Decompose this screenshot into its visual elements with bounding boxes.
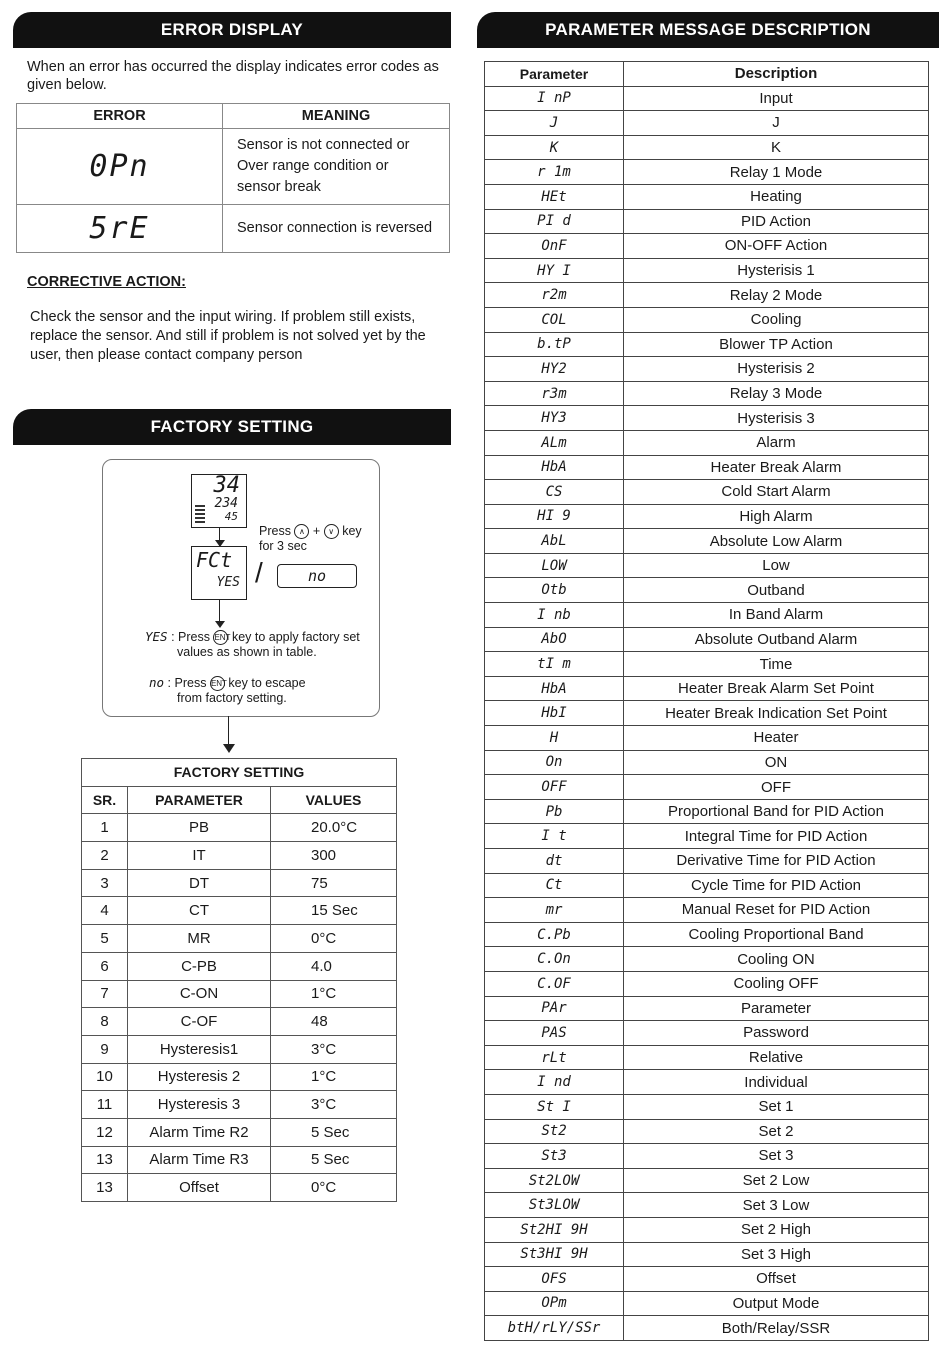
- parameter-code: OFS: [485, 1267, 624, 1292]
- table-row: [485, 898, 929, 923]
- parameter-description: Hysterisis 3: [624, 406, 929, 431]
- value-cell: 20.0°C: [271, 814, 397, 842]
- arrow-down-icon: [223, 744, 235, 753]
- fct-display: [191, 546, 247, 600]
- table-row: [485, 1070, 929, 1095]
- parameter-description: Alarm: [624, 430, 929, 455]
- parameter-code: AbO: [485, 627, 624, 652]
- table-row: [485, 307, 929, 332]
- table-row: [82, 925, 397, 953]
- parameter-description: Manual Reset for PID Action: [624, 898, 929, 923]
- table-row: [485, 1021, 929, 1046]
- parameter-code: OFF: [485, 775, 624, 800]
- parameter-code: AbL: [485, 529, 624, 554]
- parameter-code: HbA: [485, 455, 624, 480]
- parameter-col-header: Parameter: [485, 62, 624, 87]
- parameter-description: Heater Break Alarm Set Point: [624, 676, 929, 701]
- parameter-code: r2m: [485, 283, 624, 308]
- parameter-code: C.Pb: [485, 922, 624, 947]
- parameter-cell: Hysteresis 2: [128, 1063, 271, 1091]
- parameter-description: Password: [624, 1021, 929, 1046]
- table-row: [485, 529, 929, 554]
- meaning-line: sensor break: [237, 179, 321, 195]
- table-row: [485, 578, 929, 603]
- parameter-cell: DT: [128, 869, 271, 897]
- table-row: [82, 869, 397, 897]
- table-row: [82, 980, 397, 1008]
- parameter-description: Individual: [624, 1070, 929, 1095]
- factory-setting-table: [81, 758, 397, 1202]
- parameter-code: HbA: [485, 676, 624, 701]
- table-row: [485, 701, 929, 726]
- arrow-down-icon: [215, 621, 225, 628]
- meaning-line: Sensor connection is reversed: [237, 220, 433, 236]
- parameter-description: Cooling ON: [624, 947, 929, 972]
- value-cell: 1°C: [271, 1063, 397, 1091]
- ent-key-icon: ENT: [210, 676, 225, 691]
- parameter-code: K: [485, 135, 624, 160]
- parameter-code: On: [485, 750, 624, 775]
- parameter-description: Outband: [624, 578, 929, 603]
- parameter-code: Otb: [485, 578, 624, 603]
- corrective-action-title: CORRECTIVE ACTION:: [27, 274, 186, 290]
- plus-label: +: [312, 524, 321, 538]
- parameter-description: Hysterisis 2: [624, 357, 929, 382]
- table-row: [485, 849, 929, 874]
- down-key-icon: ∨: [324, 524, 339, 539]
- table-row: [82, 1118, 397, 1146]
- parameter-description: Relative: [624, 1045, 929, 1070]
- parameter-description: Low: [624, 553, 929, 578]
- factory-reset-diagram: [102, 459, 380, 717]
- parameter-code: St2HI 9H: [485, 1217, 624, 1242]
- table-row: [485, 1242, 929, 1267]
- table-row: [485, 332, 929, 357]
- parameter-code: PAS: [485, 1021, 624, 1046]
- slash-separator: /: [255, 557, 263, 588]
- parameter-description: Heater Break Indication Set Point: [624, 701, 929, 726]
- yes-code: YES: [145, 629, 168, 644]
- parameter-code: St I: [485, 1094, 624, 1119]
- table-row: [485, 676, 929, 701]
- parameter-description: Absolute Low Alarm: [624, 529, 929, 554]
- parameter-description: Integral Time for PID Action: [624, 824, 929, 849]
- table-row: [82, 1146, 397, 1174]
- meaning-line: Sensor is not connected or: [237, 137, 410, 153]
- parameter-code: C.OF: [485, 971, 624, 996]
- table-row: [485, 234, 929, 259]
- parameter-code: btH/rLY/SSr: [485, 1316, 624, 1341]
- parameter-code: I nb: [485, 603, 624, 628]
- parameter-description: In Band Alarm: [624, 603, 929, 628]
- parameter-description: Proportional Band for PID Action: [624, 799, 929, 824]
- sr-cell: 13: [82, 1146, 128, 1174]
- parameter-description: Cold Start Alarm: [624, 480, 929, 505]
- parameter-code: I nP: [485, 86, 624, 111]
- parameter-code: PAr: [485, 996, 624, 1021]
- parameter-description: Set 3: [624, 1144, 929, 1169]
- parameter-description: Parameter: [624, 996, 929, 1021]
- sr-cell: 10: [82, 1063, 128, 1091]
- sr-cell: 8: [82, 1008, 128, 1036]
- small-readout: 45: [224, 510, 238, 523]
- parameter-code: HY3: [485, 406, 624, 431]
- table-row: [17, 129, 450, 205]
- parameter-code: St3HI 9H: [485, 1242, 624, 1267]
- parameter-code: CS: [485, 480, 624, 505]
- parameter-description: OFF: [624, 775, 929, 800]
- parameter-code: b.tP: [485, 332, 624, 357]
- table-row: [485, 406, 929, 431]
- table-row: [82, 1008, 397, 1036]
- parameter-code: St3: [485, 1144, 624, 1169]
- parameter-code: J: [485, 111, 624, 136]
- sr-cell: 9: [82, 1035, 128, 1063]
- parameter-description: Heater: [624, 726, 929, 751]
- table-row: [485, 971, 929, 996]
- corrective-action-text: Check the sensor and the input wiring. If problem still exists, replace the sensor. And still if problem is not solved yet by the user, then please contact company person: [30, 309, 426, 363]
- parameter-description: Cooling OFF: [624, 971, 929, 996]
- table-row: [485, 873, 929, 898]
- table-row: [485, 750, 929, 775]
- value-cell: 5 Sec: [271, 1146, 397, 1174]
- parameter-code: I t: [485, 824, 624, 849]
- table-row: [485, 922, 929, 947]
- error-meaning: [223, 129, 450, 205]
- parameter-cell: C-ON: [128, 980, 271, 1008]
- parameter-description: Set 3 High: [624, 1242, 929, 1267]
- sr-cell: 5: [82, 925, 128, 953]
- table-row: [82, 1035, 397, 1063]
- parameter-col-header: PARAMETER: [128, 786, 271, 814]
- error-intro-text: When an error has occurred the display indicates error codes as given below.: [27, 59, 439, 93]
- yes-readout: YES: [216, 575, 240, 590]
- parameter-cell: C-OF: [128, 1008, 271, 1036]
- parameter-code: HEt: [485, 184, 624, 209]
- value-cell: 4.0: [271, 952, 397, 980]
- parameter-code: OPm: [485, 1291, 624, 1316]
- value-cell: 1°C: [271, 980, 397, 1008]
- parameter-description: Blower TP Action: [624, 332, 929, 357]
- parameter-description: Hysterisis 1: [624, 258, 929, 283]
- parameter-code: Ct: [485, 873, 624, 898]
- yes-text: key to apply factory set: [231, 630, 360, 644]
- table-row: [485, 603, 929, 628]
- no-text: from factory setting.: [177, 691, 287, 706]
- table-row: [485, 381, 929, 406]
- table-row: [485, 996, 929, 1021]
- pv-readout: 34: [213, 473, 240, 498]
- parameter-code: tI m: [485, 652, 624, 677]
- sr-cell: 4: [82, 897, 128, 925]
- table-row: [485, 775, 929, 800]
- table-row: [485, 504, 929, 529]
- sr-cell: 3: [82, 869, 128, 897]
- table-row: [485, 480, 929, 505]
- parameter-description: Both/Relay/SSR: [624, 1316, 929, 1341]
- parameter-description: Time: [624, 652, 929, 677]
- parameter-code: rLt: [485, 1045, 624, 1070]
- no-text: : Press: [167, 676, 207, 690]
- parameter-description: Relay 2 Mode: [624, 283, 929, 308]
- press-label: Press: [259, 524, 291, 538]
- parameter-description: Set 2 Low: [624, 1168, 929, 1193]
- sr-cell: 1: [82, 814, 128, 842]
- parameter-cell: IT: [128, 842, 271, 870]
- table-row: [485, 1316, 929, 1341]
- table-row: [485, 160, 929, 185]
- table-row: [485, 111, 929, 136]
- table-row: [485, 1094, 929, 1119]
- table-row: [17, 205, 450, 253]
- error-display-banner: ERROR DISPLAY: [13, 12, 451, 48]
- value-cell: 0°C: [271, 925, 397, 953]
- sr-col-header: SR.: [82, 786, 128, 814]
- table-row: [485, 455, 929, 480]
- parameter-code: St2: [485, 1119, 624, 1144]
- table-row: [82, 1091, 397, 1119]
- table-row: [485, 86, 929, 111]
- sr-cell: 7: [82, 980, 128, 1008]
- parameter-code: H: [485, 726, 624, 751]
- value-cell: 3°C: [271, 1035, 397, 1063]
- parameter-description: Relay 1 Mode: [624, 160, 929, 185]
- sr-cell: 6: [82, 952, 128, 980]
- parameter-description: Offset: [624, 1267, 929, 1292]
- parameter-cell: Hysteresis1: [128, 1035, 271, 1063]
- table-row: [485, 1291, 929, 1316]
- table-row: [485, 258, 929, 283]
- parameter-description: Set 2: [624, 1119, 929, 1144]
- table-row: [485, 1193, 929, 1218]
- table-row: [485, 209, 929, 234]
- parameter-code: OnF: [485, 234, 624, 259]
- parameter-description: Relay 3 Mode: [624, 381, 929, 406]
- parameter-code: COL: [485, 307, 624, 332]
- sv-readout: 234: [214, 496, 238, 511]
- table-row: [82, 842, 397, 870]
- table-row: [485, 357, 929, 382]
- fct-readout: FCt: [196, 548, 233, 572]
- parameter-code: C.On: [485, 947, 624, 972]
- table-row: [82, 814, 397, 842]
- parameter-code: mr: [485, 898, 624, 923]
- table-row: [485, 1217, 929, 1242]
- table-row: [485, 1168, 929, 1193]
- sr-cell: 11: [82, 1091, 128, 1119]
- parameter-cell: CT: [128, 897, 271, 925]
- sr-cell: 2: [82, 842, 128, 870]
- parameter-code: ALm: [485, 430, 624, 455]
- yes-text: values as shown in table.: [177, 645, 317, 660]
- parameter-code: r 1m: [485, 160, 624, 185]
- parameter-table: [484, 61, 929, 1341]
- value-cell: 15 Sec: [271, 897, 397, 925]
- table-row: [82, 897, 397, 925]
- table-row: [485, 1119, 929, 1144]
- table-row: [485, 824, 929, 849]
- up-key-icon: ∧: [294, 524, 309, 539]
- table-row: [485, 1144, 929, 1169]
- parameter-description: PID Action: [624, 209, 929, 234]
- table-row: [485, 1267, 929, 1292]
- parameter-code: Pb: [485, 799, 624, 824]
- parameter-code: I nd: [485, 1070, 624, 1095]
- parameter-description: Heater Break Alarm: [624, 455, 929, 480]
- sr-cell: 12: [82, 1118, 128, 1146]
- parameter-cell: Alarm Time R2: [128, 1118, 271, 1146]
- parameter-cell: PB: [128, 814, 271, 842]
- table-row: [485, 283, 929, 308]
- parameter-description: Input: [624, 86, 929, 111]
- parameter-code: St2LOW: [485, 1168, 624, 1193]
- value-cell: 3°C: [271, 1091, 397, 1119]
- meaning-line: Over range condition or: [237, 158, 389, 174]
- value-cell: 75: [271, 869, 397, 897]
- table-row: [485, 430, 929, 455]
- table-row: [485, 947, 929, 972]
- ent-key-icon: ENT: [213, 630, 228, 645]
- parameter-cell: MR: [128, 925, 271, 953]
- parameter-description: Heating: [624, 184, 929, 209]
- error-col-header: ERROR: [17, 104, 223, 129]
- parameter-code: St3LOW: [485, 1193, 624, 1218]
- key-label: key: [342, 524, 362, 538]
- parameter-description: Cooling Proportional Band: [624, 922, 929, 947]
- parameter-description: Output Mode: [624, 1291, 929, 1316]
- yes-explanation: [145, 629, 377, 660]
- table-row: [82, 1063, 397, 1091]
- table-row: [485, 627, 929, 652]
- value-cell: 48: [271, 1008, 397, 1036]
- table-row: [82, 1174, 397, 1202]
- parameter-cell: Alarm Time R3: [128, 1146, 271, 1174]
- no-text: key to escape: [228, 676, 306, 690]
- sr-cell: 13: [82, 1174, 128, 1202]
- parameter-description: J: [624, 111, 929, 136]
- table-row: [485, 184, 929, 209]
- parameter-cell: Offset: [128, 1174, 271, 1202]
- status-indicators: [195, 505, 205, 523]
- table-row: [485, 726, 929, 751]
- parameter-description: Cycle Time for PID Action: [624, 873, 929, 898]
- no-code: no: [149, 675, 165, 690]
- duration-label: for 3 sec: [259, 539, 307, 554]
- parameter-code: HY I: [485, 258, 624, 283]
- parameter-cell: Hysteresis 3: [128, 1091, 271, 1119]
- value-cell: 0°C: [271, 1174, 397, 1202]
- parameter-description: ON-OFF Action: [624, 234, 929, 259]
- parameter-description: Set 2 High: [624, 1217, 929, 1242]
- parameter-description: Set 1: [624, 1094, 929, 1119]
- error-code: 0Pn: [17, 129, 223, 205]
- parameter-description: High Alarm: [624, 504, 929, 529]
- parameter-code: LOW: [485, 553, 624, 578]
- parameter-code: PI d: [485, 209, 624, 234]
- table-row: [485, 799, 929, 824]
- values-col-header: VALUES: [271, 786, 397, 814]
- parameter-description: ON: [624, 750, 929, 775]
- description-col-header: Description: [624, 62, 929, 87]
- meaning-col-header: MEANING: [223, 104, 450, 129]
- parameter-code: HI 9: [485, 504, 624, 529]
- parameter-description: Set 3 Low: [624, 1193, 929, 1218]
- parameter-code: r3m: [485, 381, 624, 406]
- table-row: [82, 952, 397, 980]
- parameter-code: HbI: [485, 701, 624, 726]
- parameter-description: K: [624, 135, 929, 160]
- table-row: [485, 135, 929, 160]
- no-option-box: no: [277, 564, 357, 588]
- table-row: [485, 1045, 929, 1070]
- parameter-description: Cooling: [624, 307, 929, 332]
- parameter-cell: C-PB: [128, 952, 271, 980]
- error-table: [16, 103, 450, 253]
- controller-display: [191, 474, 247, 528]
- error-code: 5rE: [17, 205, 223, 253]
- no-explanation: [149, 675, 377, 706]
- factory-table-title: FACTORY SETTING: [82, 759, 397, 787]
- parameter-code: HY2: [485, 357, 624, 382]
- value-cell: 5 Sec: [271, 1118, 397, 1146]
- value-cell: 300: [271, 842, 397, 870]
- error-meaning: [223, 205, 450, 253]
- press-instruction: [259, 524, 362, 554]
- table-row: [485, 652, 929, 677]
- factory-setting-banner: FACTORY SETTING: [13, 409, 451, 445]
- table-row: [485, 553, 929, 578]
- parameter-description: Derivative Time for PID Action: [624, 849, 929, 874]
- yes-text: : Press: [171, 630, 210, 644]
- parameter-description-banner: PARAMETER MESSAGE DESCRIPTION: [477, 12, 939, 48]
- parameter-description: Absolute Outband Alarm: [624, 627, 929, 652]
- parameter-code: dt: [485, 849, 624, 874]
